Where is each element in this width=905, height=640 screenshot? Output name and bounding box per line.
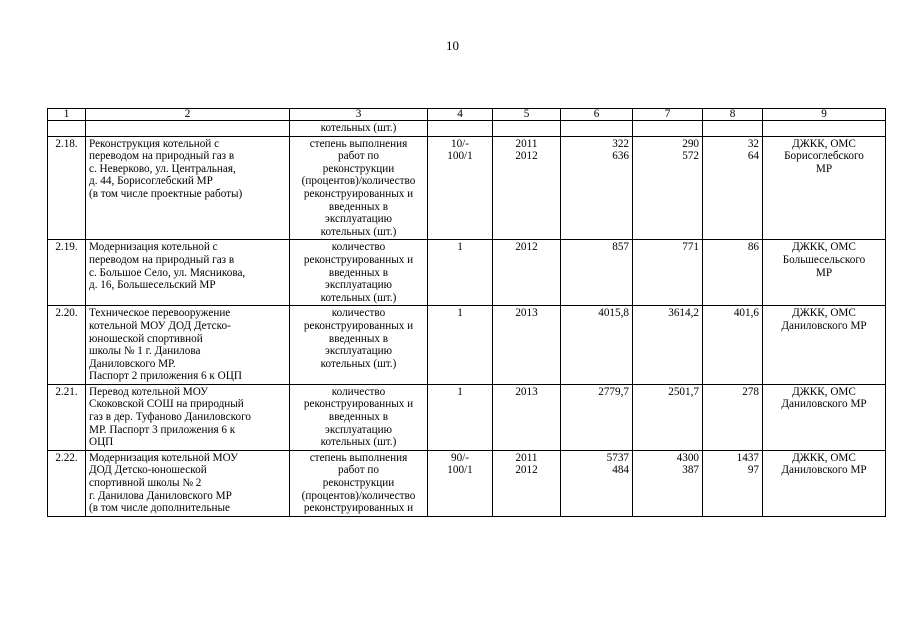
cell-indicator <box>290 136 428 240</box>
cell-line: ДЖКК, ОМС <box>792 451 856 464</box>
cell-line: Даниловского МР. <box>89 357 176 370</box>
cell-line: эксплуатацию <box>325 213 392 226</box>
cell-amount-col7 <box>633 136 703 240</box>
cell-line: 2012 <box>515 464 538 477</box>
cell-line: введенных в <box>328 266 389 279</box>
cell-line: 2012 <box>515 241 538 254</box>
cell-amount-col8 <box>703 450 763 516</box>
table-row <box>48 450 886 516</box>
cell-line: переводом на природный газ в <box>89 150 235 163</box>
cell-measure-name <box>86 450 290 516</box>
cell-line: д. 44, Борисоглебский МР <box>89 175 213 188</box>
cell-amount-col7 <box>633 240 703 306</box>
table-row <box>48 306 886 385</box>
column-header: 2 <box>86 109 290 121</box>
cell-line: школы № 1 г. Данилова <box>89 345 201 358</box>
cell-measure-name <box>86 384 290 450</box>
cell-line: 401,6 <box>733 307 759 320</box>
cell-line: эксплуатацию <box>325 345 392 358</box>
cell-amount-col8 <box>703 384 763 450</box>
cell-line: 97 <box>747 464 759 477</box>
cell-line: Техническое перевооружение <box>89 307 231 320</box>
cell-line: работ по <box>338 150 379 163</box>
cell-line: 1437 <box>736 451 759 464</box>
cell-target-value <box>428 240 493 306</box>
cell-executor <box>763 450 886 516</box>
cell-target-value <box>428 450 493 516</box>
cell-line: 484 <box>612 464 629 477</box>
cell-amount-col7 <box>633 450 703 516</box>
cell-line: Модернизация котельной МОУ <box>89 451 239 464</box>
cell-line: МР <box>815 162 833 175</box>
cell-indicator <box>290 240 428 306</box>
cell-line: Паспорт 2 приложения 6 к ОЦП <box>89 370 242 383</box>
cell-line: 2013 <box>515 385 538 398</box>
cell-line: котельных (шт.) <box>320 436 397 449</box>
cell-line: Даниловского МР <box>781 398 867 411</box>
cell-line: 5737 <box>606 451 629 464</box>
cell-years <box>493 136 561 240</box>
cell-line: Скоковской СОШ на природный <box>89 398 244 411</box>
cell-executor <box>763 136 886 240</box>
cell-line: 387 <box>682 464 699 477</box>
cell-line: 572 <box>682 150 699 163</box>
cell-line: 290 <box>682 137 699 150</box>
column-header: 6 <box>561 109 633 121</box>
cell-amount-col8 <box>703 136 763 240</box>
cell-line: Большесельского <box>782 253 866 266</box>
cell-line: (в том числе проектные работы) <box>89 187 243 200</box>
cell-line: количество <box>331 241 386 254</box>
cell-line: 100/1 <box>447 464 473 477</box>
cell-line: количество <box>331 307 386 320</box>
column-header: 3 <box>290 109 428 121</box>
cell-line: 3614,2 <box>668 307 699 320</box>
cell-line: 2011 <box>515 137 538 150</box>
cell-line: ДЖКК, ОМС <box>792 137 856 150</box>
cell-line: (процентов)/количество <box>301 175 416 188</box>
cell-measure-name <box>86 306 290 385</box>
cell-line: (в том числе дополнительные <box>89 502 231 515</box>
cell-target-value <box>428 384 493 450</box>
cell-line: введенных в <box>328 200 389 213</box>
cell-amount-total <box>561 450 633 516</box>
cell-line: котельных (шт.) <box>320 291 397 304</box>
table-row <box>48 384 886 450</box>
cell-line: спортивной школы № 2 <box>89 477 202 490</box>
cell-measure-name <box>86 240 290 306</box>
cell-indicator <box>290 384 428 450</box>
column-header: 1 <box>48 109 86 121</box>
cell-target-value <box>428 306 493 385</box>
cell-line: МР <box>815 266 833 279</box>
cell-number: 2.18. <box>48 136 86 240</box>
cell-line: газ в дер. Туфаново Даниловского <box>89 411 251 424</box>
cell-line: 2012 <box>515 150 538 163</box>
cell-executor <box>763 306 886 385</box>
cell-line: степень выполнения <box>309 137 408 150</box>
cell-years <box>493 384 561 450</box>
cell-amount-col8 <box>703 240 763 306</box>
cell-line: котельных (шт.) <box>320 357 397 370</box>
cell-line: 2501,7 <box>668 385 699 398</box>
cell-line: 278 <box>742 385 759 398</box>
cell-line: реконструированных и <box>303 187 414 200</box>
cell-line: 32 <box>747 137 759 150</box>
cell-line: реконструированных и <box>303 398 414 411</box>
column-header: 5 <box>493 109 561 121</box>
cell-amount-total <box>561 306 633 385</box>
cell-amount-col7 <box>633 306 703 385</box>
program-table <box>47 108 886 517</box>
cell-line: эксплуатацию <box>325 423 392 436</box>
cell-amount-total <box>561 136 633 240</box>
cell-line: Борисоглебского <box>784 150 864 163</box>
continuation-indicator: котельных (шт.) <box>290 121 428 137</box>
cell-indicator <box>290 450 428 516</box>
cell-line: д. 16, Большесельский МР <box>89 279 216 292</box>
cell-line: 86 <box>747 241 759 254</box>
cell-amount-col7 <box>633 384 703 450</box>
cell-line: Даниловского МР <box>781 319 867 332</box>
cell-line: 1 <box>457 385 463 398</box>
cell-line: переводом на природный газ в <box>89 253 235 266</box>
cell-line: (процентов)/количество <box>301 489 416 502</box>
cell-line: реконструкции <box>322 477 395 490</box>
cell-number: 2.19. <box>48 240 86 306</box>
cell-line: Даниловского МР <box>781 464 867 477</box>
cell-line: 857 <box>612 241 629 254</box>
cell-line: введенных в <box>328 332 389 345</box>
cell-amount-total <box>561 384 633 450</box>
cell-line: 322 <box>612 137 629 150</box>
cell-line: 10/- <box>450 137 470 150</box>
cell-line: ДОД Детско-юношеской <box>89 464 207 477</box>
cell-line: введенных в <box>328 411 389 424</box>
cell-line: ДЖКК, ОМС <box>792 385 856 398</box>
cell-line: ОЦП <box>89 436 114 449</box>
cell-years <box>493 450 561 516</box>
cell-line: котельных (шт.) <box>320 225 397 238</box>
cell-indicator <box>290 306 428 385</box>
header-row <box>48 109 886 121</box>
cell-line: 771 <box>682 241 699 254</box>
cell-measure-name <box>86 136 290 240</box>
cell-line: котельной МОУ ДОД Детско- <box>89 319 231 332</box>
cell-line: МР. Паспорт 3 приложения 6 к <box>89 423 236 436</box>
column-header: 7 <box>633 109 703 121</box>
cell-amount-col8 <box>703 306 763 385</box>
cell-line: 90/- <box>450 451 470 464</box>
cell-years <box>493 306 561 385</box>
cell-number: 2.21. <box>48 384 86 450</box>
table-row <box>48 240 886 306</box>
cell-line: 2011 <box>515 451 538 464</box>
cell-line: 1 <box>457 307 463 320</box>
column-header: 4 <box>428 109 493 121</box>
cell-line: юношеской спортивной <box>89 332 203 345</box>
cell-line: 2779,7 <box>598 385 629 398</box>
continuation-row <box>48 121 886 137</box>
column-header: 8 <box>703 109 763 121</box>
cell-line: 2013 <box>515 307 538 320</box>
cell-line: реконструированных и <box>303 253 414 266</box>
column-header: 9 <box>763 109 886 121</box>
cell-line: с. Большое Село, ул. Мясникова, <box>89 266 246 279</box>
cell-line: 100/1 <box>447 150 473 163</box>
cell-line: ДЖКК, ОМС <box>792 307 856 320</box>
cell-line: эксплуатацию <box>325 279 392 292</box>
cell-line: Модернизация котельной с <box>89 241 218 254</box>
cell-amount-total <box>561 240 633 306</box>
cell-line: 4300 <box>676 451 699 464</box>
cell-executor <box>763 240 886 306</box>
cell-line: г. Данилова Даниловского МР <box>89 489 232 502</box>
cell-line: 1 <box>457 241 463 254</box>
cell-line: 636 <box>612 150 629 163</box>
cell-line: Перевод котельной МОУ <box>89 385 209 398</box>
cell-number: 2.20. <box>48 306 86 385</box>
cell-line: Реконструкция котельной с <box>89 137 220 150</box>
cell-line: степень выполнения <box>309 451 408 464</box>
page-number: 10 <box>446 38 459 53</box>
table-row <box>48 136 886 240</box>
cell-line: реконструированных и <box>303 502 414 515</box>
cell-years <box>493 240 561 306</box>
cell-line: работ по <box>338 464 379 477</box>
cell-line: с. Неверково, ул. Центральная, <box>89 162 236 175</box>
cell-target-value <box>428 136 493 240</box>
cell-line: реконструированных и <box>303 319 414 332</box>
cell-line: количество <box>331 385 386 398</box>
cell-number: 2.22. <box>48 450 86 516</box>
cell-line: реконструкции <box>322 162 395 175</box>
cell-line: 4015,8 <box>598 307 629 320</box>
cell-line: 64 <box>747 150 759 163</box>
cell-executor <box>763 384 886 450</box>
cell-line: ДЖКК, ОМС <box>792 241 856 254</box>
